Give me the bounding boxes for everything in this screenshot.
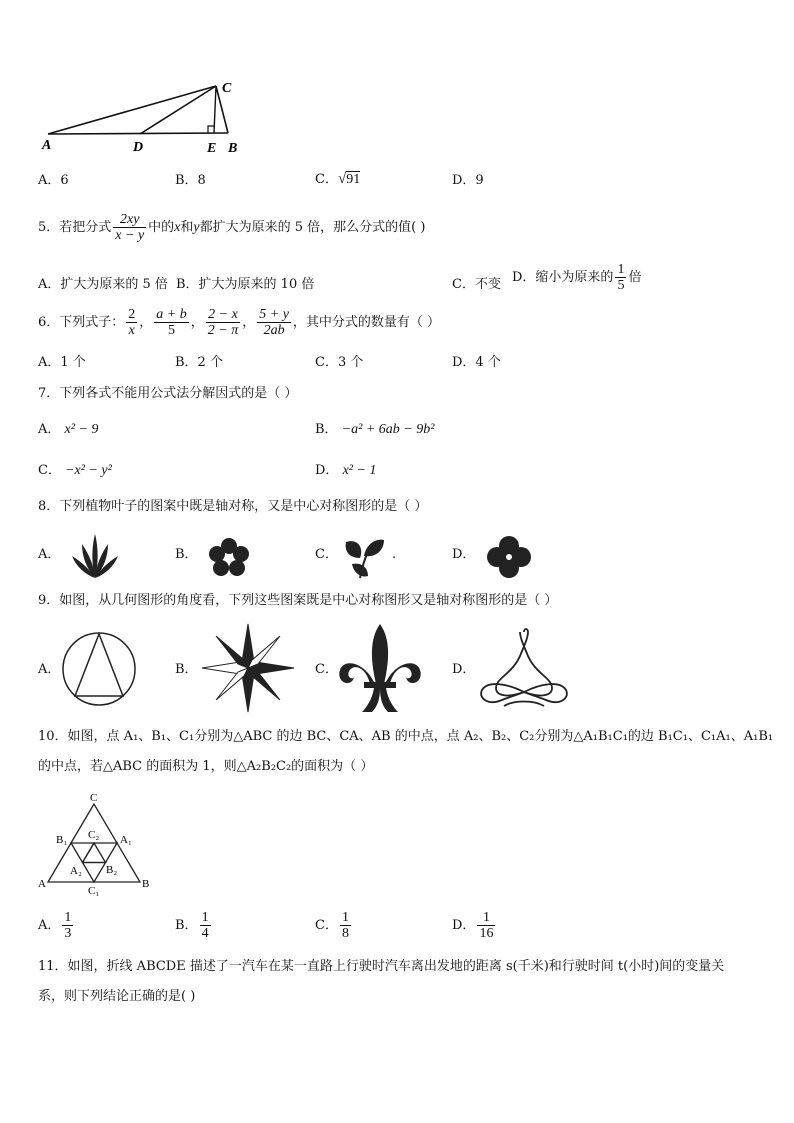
q5-option-d-text: D．缩小为原来的	[512, 270, 614, 285]
q6-option-c[interactable]: C．3 个	[315, 355, 364, 370]
q6-frac1-num: 2	[128, 307, 136, 322]
q5-frac-den: x − y	[115, 228, 145, 243]
q4-option-c[interactable]: C．√91	[315, 171, 361, 187]
q8-option-d[interactable]: D．	[452, 547, 476, 562]
q10-option-b-den: 4	[201, 926, 209, 941]
q5-var-y: y	[193, 220, 200, 235]
q11-stem-line1: 11．如图，折线 ABCDE 描述了一汽车在某一直路上行驶时汽车离出发地的距离 s(千米)和行驶时间 t(小时)间的变量关	[38, 959, 725, 974]
fig10-label-A2: A₂	[70, 865, 82, 877]
q11-stem-line2: 系，则下列结论正确的是( )	[38, 989, 196, 1004]
fig10-label-C: C	[90, 792, 98, 804]
q6-frac1-den: x	[128, 323, 135, 338]
q6-frac3-num: 2 − x	[206, 307, 240, 323]
q4-option-c-radicand: 91	[346, 172, 361, 187]
q10-option-b-num: 1	[201, 910, 209, 925]
q5-frac-num: 2xy	[113, 212, 146, 228]
q5-option-a[interactable]: A．扩大为原来的 5 倍	[38, 277, 168, 292]
q5-stem	[38, 212, 425, 243]
fig10-label-A: A	[38, 878, 46, 890]
q6-sep3: ，	[242, 315, 256, 330]
q10-option-a-label: A．	[38, 918, 61, 933]
fig10-label-C2: C₂	[88, 829, 100, 841]
q9-option-a[interactable]: A．	[38, 662, 61, 677]
q7-option-a-expr: x² − 9	[64, 422, 99, 437]
fig10-label-B2: B₂	[106, 864, 118, 876]
q8-option-c[interactable]: C．	[315, 547, 338, 562]
q5-option-c[interactable]: C．不变	[452, 277, 501, 292]
q6-frac4-num: 5 + y	[259, 307, 289, 322]
q6-stem	[38, 307, 440, 338]
q10-option-d-den: 16	[479, 926, 494, 941]
q4-option-a[interactable]: A．6	[38, 173, 69, 188]
q10-stem-line2: 的中点，若△ABC 的面积为 1，则△A₂B₂C₂的面积为（ ）	[38, 759, 374, 774]
q4-option-b[interactable]: B．8	[175, 173, 206, 188]
q5-option-d-num: 1	[617, 262, 625, 277]
q9-option-d[interactable]: D．	[452, 662, 476, 677]
q6-option-a[interactable]: A．1 个	[38, 355, 86, 370]
q10-option-d-num: 1	[477, 910, 495, 926]
q7-option-a-label: A．	[38, 422, 61, 437]
q6-suffix: ，其中分式的数量有（ ）	[292, 315, 441, 330]
q6-option-b[interactable]: B．2 个	[175, 355, 223, 370]
q10-option-b-label: B．	[175, 918, 198, 933]
nested-triangles-figure	[36, 790, 152, 896]
q10-option-a[interactable]	[38, 910, 75, 941]
q7-option-b[interactable]	[315, 421, 434, 439]
q10-option-d[interactable]	[452, 910, 497, 941]
q4-option-d[interactable]: D．9	[452, 173, 484, 188]
ornament-knot-icon	[474, 626, 574, 712]
fleur-de-lis-icon	[334, 622, 426, 714]
q10-option-a-num: 1	[64, 910, 72, 925]
fig10-label-B: B	[142, 878, 150, 890]
q7-option-d-label: D．	[315, 463, 339, 478]
q10-stem-line1: 10．如图，点 A₁、B₁、C₁分别为△ABC 的边 BC、CA、AB 的中点，点 A₂、B₂、C₂分别为△A₁B₁C₁的边 B₁C₁、C₁A₁、A₁B₁	[38, 729, 774, 744]
q8-option-a[interactable]: A．	[38, 547, 61, 562]
q5-number: 5．若把分式	[38, 220, 112, 235]
q10-option-c-den: 8	[341, 926, 349, 941]
q9-stem: 9．如图，从几何图形的角度看，下列这些图案既是中心对称图形又是轴对称图形的是（ ）	[38, 593, 558, 608]
q7-option-c-label: C．	[38, 463, 61, 478]
q10-option-d-label: D．	[452, 918, 476, 933]
q5-text-end: 都扩大为原来的 5 倍，那么分式的值( )	[199, 220, 426, 235]
q5-fraction	[113, 212, 146, 243]
four-petal-clover-icon	[484, 534, 534, 580]
label-E: E	[207, 141, 217, 156]
fig10-label-A1: A₁	[120, 834, 132, 846]
q7-option-c-expr: −x² − y²	[65, 463, 112, 478]
q7-stem: 7．下列各式不能用公式法分解因式的是（ ）	[38, 386, 298, 401]
q6-prefix: 6．下列式子：	[38, 315, 125, 330]
q7-option-b-label: B．	[315, 422, 338, 437]
q6-frac2-den: 5	[168, 323, 176, 338]
q7-option-d-expr: x² − 1	[342, 463, 377, 478]
q4-option-c-label: C．	[315, 172, 338, 187]
q10-option-c[interactable]	[315, 910, 353, 941]
compass-star-icon	[200, 622, 296, 714]
triangle-in-circle-icon	[60, 630, 138, 708]
leaf-cluster-icon	[70, 532, 120, 580]
q7-option-d[interactable]	[315, 462, 376, 480]
q5-option-d-den: 5	[617, 278, 625, 293]
q6-sep1: ，	[139, 315, 153, 330]
q8-stem: 8．下列植物叶子的图案中既是轴对称，又是中心对称图形的是（ ）	[38, 499, 428, 514]
label-B: B	[228, 141, 238, 156]
q6-sep2: ，	[190, 315, 204, 330]
q10-option-a-den: 3	[64, 926, 72, 941]
q8-option-c-dot: .	[392, 547, 397, 562]
label-A: A	[42, 138, 52, 153]
q7-option-a[interactable]	[38, 421, 98, 439]
leaf-branch-icon	[340, 534, 386, 580]
q5-option-d[interactable]	[512, 262, 641, 293]
q6-frac4-den: 2ab	[263, 323, 285, 338]
q5-var-x: x	[174, 220, 181, 235]
q6-frac2-num: a + b	[156, 307, 187, 322]
q9-option-c[interactable]: C．	[315, 662, 338, 677]
q7-option-c[interactable]	[38, 462, 112, 480]
fig10-label-B1: B₁	[56, 834, 68, 846]
q5-and: 和	[180, 220, 194, 235]
q5-text-mid: 中的	[148, 220, 175, 235]
q10-option-b[interactable]	[175, 910, 213, 941]
q6-frac3-den: 2 − π	[207, 323, 239, 338]
label-D: D	[133, 140, 144, 155]
triangle-figure-q4	[38, 78, 268, 160]
q10-option-c-label: C．	[315, 918, 338, 933]
five-petal-flower-icon	[204, 536, 254, 578]
q5-option-b[interactable]: B．扩大为原来的 10 倍	[176, 277, 315, 292]
q7-option-b-expr: −a² + 6ab − 9b²	[341, 422, 435, 437]
q6-option-d[interactable]: D．4 个	[452, 355, 501, 370]
q10-option-c-num: 1	[341, 910, 349, 925]
fig10-label-C1: C₁	[88, 885, 100, 896]
q5-option-d-suffix: 倍	[628, 270, 642, 285]
q8-option-b[interactable]: B．	[175, 547, 198, 562]
q9-option-b[interactable]: B．	[175, 662, 198, 677]
label-C: C	[222, 81, 232, 96]
